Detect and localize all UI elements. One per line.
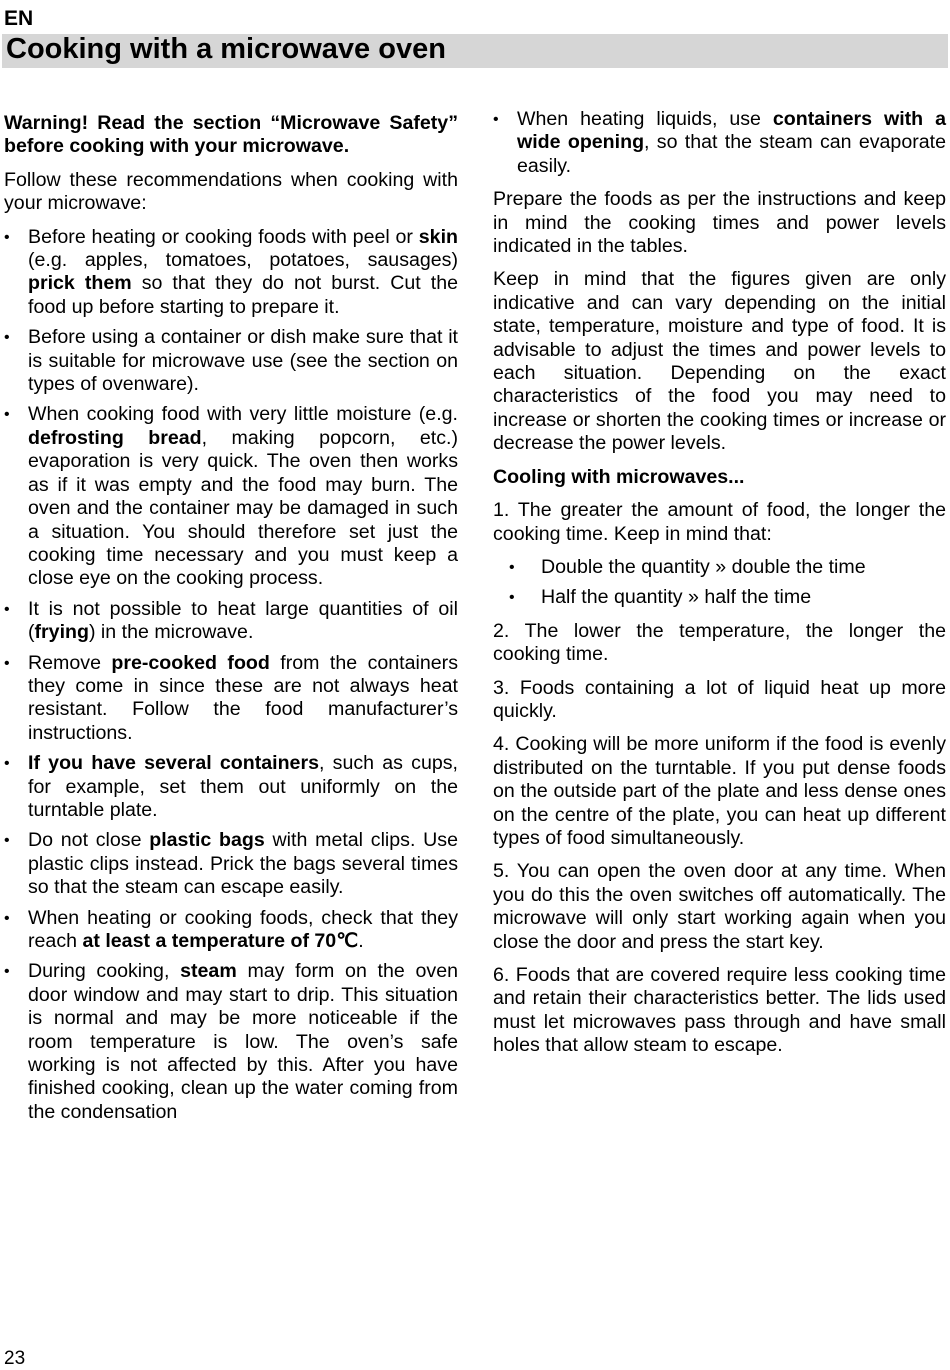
- right-column: [493, 108, 946, 1068]
- page-number: 23: [4, 1348, 26, 1369]
- liquids-list: [493, 108, 946, 178]
- list-item: • If you have several containers, such as cups, for example, set them out uniformly on the turntable plate.: [4, 752, 458, 822]
- warning-text: Warning! Read the section “Microwave Safety” before cooking with your microwave.: [4, 112, 458, 158]
- paragraph: Prepare the foods as per the instructions and keep in mind the cooking times and power levels indicated in the tables.: [493, 188, 946, 258]
- quantity-list: [493, 556, 946, 610]
- list-item: • Do not close plastic bags with metal clips. Use plastic clips instead. Prick the bags several times so that the steam can escape easily.: [4, 829, 458, 899]
- list-item: • It is not possible to heat large quantities of oil (frying) in the microwave.: [4, 598, 458, 645]
- section-heading: Cooling with microwaves...: [493, 465, 745, 488]
- list-item: • Half the quantity » half the time: [493, 586, 946, 609]
- list-item: • When heating liquids, use containers with a wide opening, so that the steam can evaporate easily.: [493, 108, 946, 178]
- list-item: • Remove pre-cooked food from the containers they come in since these are not always heat resistant. Follow the food manufacturer’s instructions.: [4, 652, 458, 746]
- left-column: [4, 112, 458, 1131]
- title-bar: [2, 34, 948, 68]
- list-item: • When cooking food with very little moisture (e.g. defrosting bread, making popcorn, etc.) evaporation is very quick. The oven then works as if it was empty and the food may burn. The oven and the container may be damaged in such a situation. You should therefore set just the cooking time necessary and you must keep a close eye on the cooking process.: [4, 403, 458, 590]
- paragraph: Keep in mind that the figures given are only indicative and can vary depending on the initial state, temperature, moisture and type of food. It is advisable to adjust the times and power levels to each situation. Depending on the exact characteristics of the food you may need to increase or shorten the cooking times or increase or decrease the power levels.: [493, 268, 946, 455]
- numbered-item: 4. Cooking will be more uniform if the food is evenly distributed on the turntable. If you put dense foods on the outside part of the plate and less dense ones on the centre of the plate, you can heat up different types of food simultaneously.: [493, 733, 946, 849]
- list-item: • During cooking, steam may form on the oven door window and may start to drip. This situation is normal and may be more noticeable if the room temperature is low. The oven’s safe working is not affected by this. After you have finished cooking, clean up the water coming from the condensation: [4, 960, 458, 1124]
- language-label: EN: [4, 7, 34, 30]
- numbered-item: 6. Foods that are covered require less cooking time and retain their characteristics better. The lids used must let microwaves pass through and have small holes that allow steam to escape.: [493, 964, 946, 1057]
- page-title: Cooking with a microwave oven: [6, 33, 446, 65]
- intro-text: Follow these recommendations when cooking with your microwave:: [4, 168, 458, 215]
- list-item: • Before heating or cooking foods with peel or skin (e.g. apples, tomatoes, potatoes, sausages) prick them so that they do not burst. Cut the food up before starting to prepare it.: [4, 226, 458, 320]
- list-item: • When heating or cooking foods, check that they reach at least a temperature of 70℃.: [4, 907, 458, 954]
- list-item: • Before using a container or dish make sure that it is suitable for microwave use (see the section on types of ovenware).: [4, 326, 458, 396]
- list-item: • Double the quantity » double the time: [493, 556, 946, 579]
- numbered-item: 5. You can open the oven door at any time. When you do this the oven switches off automatically. The microwave will only start working again when you close the door and press the start key.: [493, 860, 946, 953]
- numbered-item: 3. Foods containing a lot of liquid heat up more quickly.: [493, 676, 946, 722]
- numbered-item: 2. The lower the temperature, the longer the cooking time.: [493, 619, 946, 666]
- recommendation-list: [4, 226, 458, 1125]
- numbered-item: 1. The greater the amount of food, the longer the cooking time. Keep in mind that:: [493, 499, 946, 545]
